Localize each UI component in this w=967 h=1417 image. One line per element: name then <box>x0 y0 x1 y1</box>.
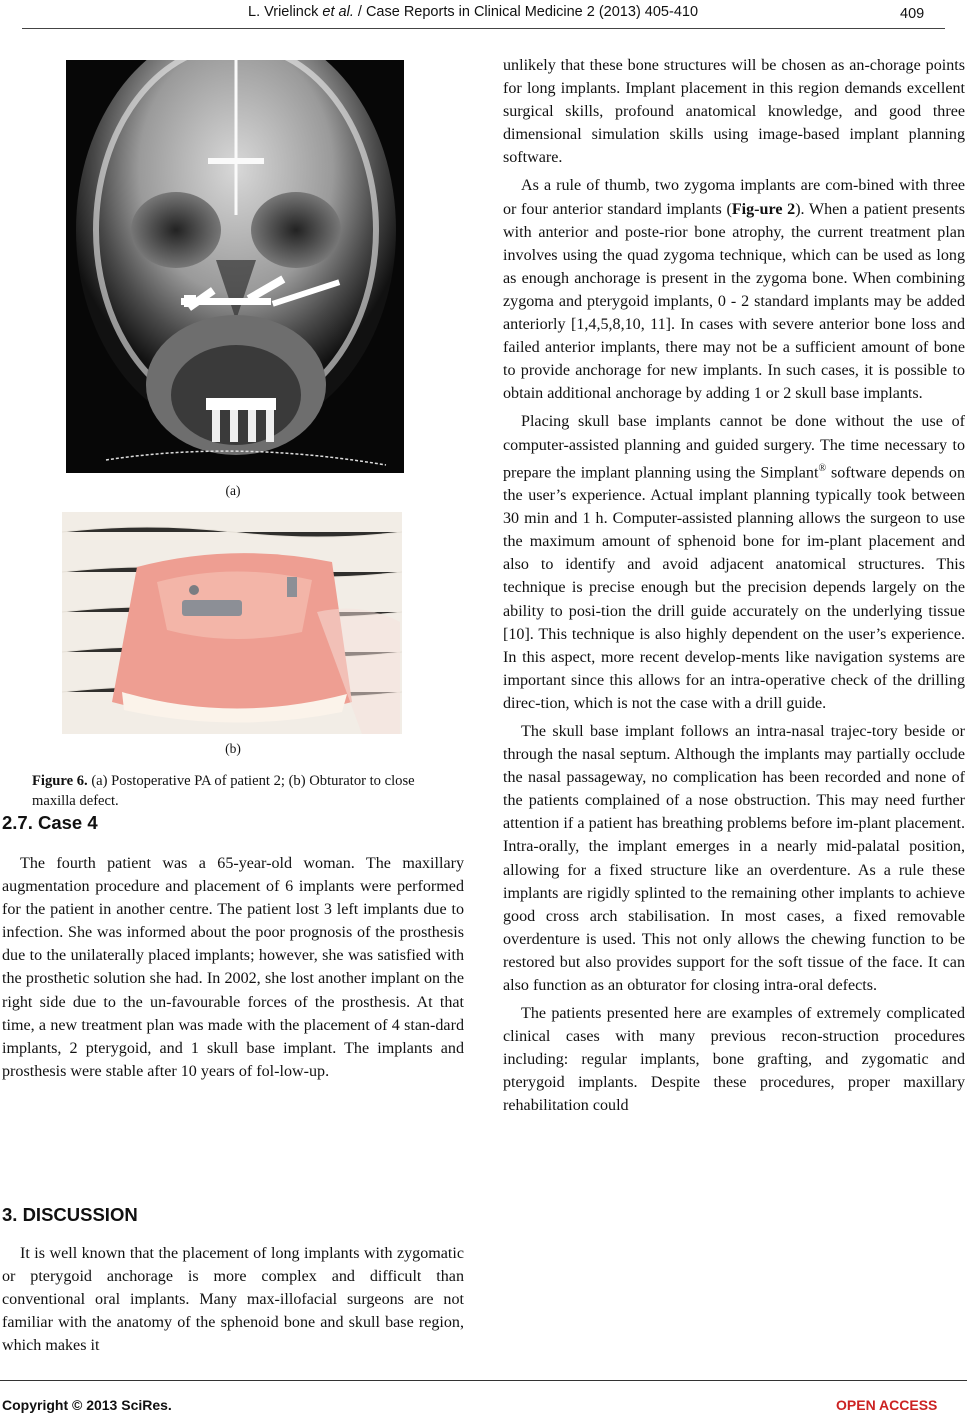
footer-rule <box>0 1380 967 1381</box>
right-paragraph-5: The patients presented here are examples of extremely complicated clinical cases with many previous recon-struction procedures including: regular implants, bone grafting, and zygomatic and pterygoid implants. Despite these procedures, proper maxillary rehabilitation could <box>503 1005 965 1115</box>
figure-6a-xray-image <box>66 60 404 473</box>
figure-2-reference[interactable]: Fig-ure 2 <box>731 200 796 218</box>
open-access-link[interactable]: OPEN ACCESS <box>836 1397 938 1413</box>
header-rule <box>22 28 945 29</box>
figure-6b-obturator-photo <box>62 512 402 734</box>
figure-6a-label: (a) <box>225 483 241 498</box>
figure-6-caption: Figure 6. (a) Postoperative PA of patient 2; (b) Obturator to close maxilla defect. <box>32 773 415 809</box>
left-column <box>2 54 464 1374</box>
right-paragraph-4: The skull base implant follows an intra-nasal trajec-tory beside or through the nasal septum. Although the implants may partially occlude the nasal passageway, no complication has been recorded and none of the patients complained of a nose obstruction. This may need further attention if a patient has breathing problems before im-plant placement. Intra-orally, the implant emerges in a nearly mid-palatal position, allowing for a fixed structure like an overdenture. As a rule these implants are rigidly splinted to the remaining other implants to achieve good cross arch stabilisation. In most cases, a fixed removable overdenture is used. This not only allows the chewing function to be restored but also provides support for the soft tissue of the face. It can also function as an obturator for closing intra-oral defects. <box>503 722 965 995</box>
page-footer <box>0 1380 967 1417</box>
case4-paragraph: The fourth patient was a 65-year-old woman. The maxillary augmentation procedure and placement of 6 implants were performed for the patient in another centre. The patient lost 3 left implants due to infection. She was informed about the poor prognosis of the prosthesis due to the unilaterally placed implants; however, she was satisfied with the prosthetic solution she had. In 2002, she lost another implant on the right side due to the un-favourable forces of the prosthesis. At that time, a new treatment plan was made with the placement of 4 stan-dard implants, 2 pterygoid, and 1 skull base implant. The implants and prosthesis were stable after 10 years of fol-low-up. <box>2 855 464 1080</box>
page-number: 409 <box>900 6 925 22</box>
copyright-text: Copyright © 2013 SciRes. <box>2 1397 172 1413</box>
discussion-heading: 3. DISCUSSION <box>2 1204 138 1225</box>
running-header <box>0 0 967 32</box>
right-column <box>503 54 965 1118</box>
running-title: L. Vrielinck et al. / Case Reports in Clinical Medicine 2 (2013) 405-410 <box>248 4 699 20</box>
figure-6b-label: (b) <box>225 741 241 756</box>
right-paragraph-1: unlikely that these bone structures will be chosen as an-chorage points for long implants. Implant placement in this region demands excellent surgical skills, profound anatomical knowledge, and good three dimensional simulation skills using image-based implant planning software. <box>503 57 965 167</box>
right-paragraph-3: Placing skull base implants cannot be done without the use of computer-assisted planning and guided surgery. The time necessary to prepare the implant planning using the Simplant® software depends on the user’s experience. Actual implant planning typically took between 30 min and 1 h. Computer-assisted planning allows the surgeon to use the maximum amount of sphenoid bone for im-plant placement and also to identify and avoid adjacent anatomical structures. This technique is precise enough but the precision depends largely on the ability to posi-tion the drill guide accurately on the underlying tissue [10]. This technique is also highly dependent on the user’s experience. In this aspect, more recent develop-ments like navigation systems are important since this allows for an intra-operative check of the drilling direc-tion, which is not the case with a drill guide. <box>503 413 965 712</box>
discussion-paragraph-1: It is well known that the placement of long implants with zygomatic or pterygoid anchorage is more complex and difficult than conventional oral implants. Many max-illofacial surgeons are not familiar with the anatomy of the sphenoid bone and skull base region, which makes it <box>2 1245 464 1355</box>
right-paragraph-2: As a rule of thumb, two zygoma implants are com-bined with three or four anterior standard implants (Fig-ure 2). When a patient presents with anterior and poste-rior bone atrophy, the current treatment plan involves using the quad zygoma technique, which can be used as long as enough anchorage is present in the zygoma bone. When combining zygoma and pterygoid implants, 0 - 2 standard implants may be added anteriorly [1,4,5,8,10, 11]. In cases with severe anterior bone loss and failed anterior implants, there may not be a sufficient amount of bone to provide anchorage for new implants. In such cases, it is possible to obtain additional anchorage by adding 1 or 2 skull base implants. <box>503 177 965 403</box>
case4-heading: 2.7. Case 4 <box>2 812 98 833</box>
